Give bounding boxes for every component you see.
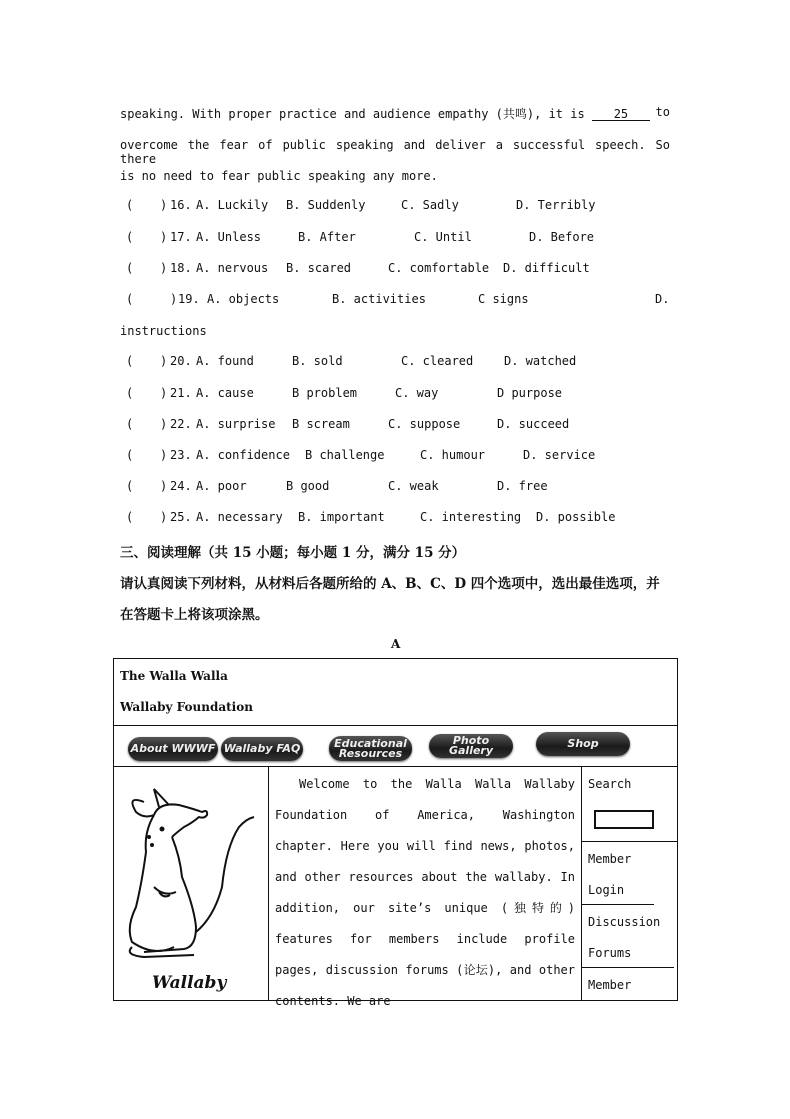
answer-paren-open[interactable]: ( <box>126 198 134 212</box>
option-d: D purpose <box>497 386 563 400</box>
wallaby-illustration <box>114 767 268 997</box>
option-b: B. After <box>298 230 356 244</box>
option-c: C. suppose <box>388 417 461 431</box>
question-row <box>0 354 790 370</box>
option-c: C. Sadly <box>401 198 459 212</box>
option-b: B problem <box>292 386 358 400</box>
question-row <box>0 261 790 277</box>
section-heading: 三、阅读理解（共 15 小题；每小题 1 分，满分 15 分） <box>120 545 466 561</box>
option-d: D. difficult <box>503 261 590 275</box>
answer-paren-open[interactable]: ( <box>126 386 134 400</box>
question-number: 21. <box>170 386 192 400</box>
option-a: A. Unless <box>196 230 262 244</box>
passage-text: speaking. With proper practice and audience empathy (共鸣), it is <box>120 107 585 121</box>
option-a: A. cause <box>196 386 254 400</box>
question-number: 16. <box>170 198 192 212</box>
answer-paren-open[interactable]: ( <box>126 479 134 493</box>
option-c: C. Until <box>414 230 472 244</box>
image-caption: Wallaby <box>152 973 227 993</box>
answer-paren-close[interactable]: ) <box>160 261 168 275</box>
answer-paren-close[interactable]: ) <box>160 479 168 493</box>
passage-text: to <box>655 105 670 119</box>
answer-paren-open[interactable]: ( <box>126 448 134 462</box>
answer-paren-close[interactable]: ) <box>160 448 168 462</box>
question-row <box>0 479 790 495</box>
answer-paren-close[interactable]: ) <box>160 198 168 212</box>
option-b: B. scared <box>286 261 352 275</box>
answer-paren-open[interactable]: ( <box>126 292 134 306</box>
site-title-line: Wallaby Foundation <box>120 700 253 714</box>
question-number: 17. <box>170 230 192 244</box>
option-a: A. confidence <box>196 448 290 462</box>
option-a: A. found <box>196 354 254 368</box>
option-c: C. humour <box>420 448 486 462</box>
option-b: B good <box>286 479 330 493</box>
nav-shop-button[interactable]: Shop <box>536 732 630 756</box>
answer-paren-open[interactable]: ( <box>126 354 134 368</box>
sidebar-cell <box>582 767 678 1001</box>
welcome-cell <box>269 767 582 1008</box>
member-link[interactable]: Member <box>588 978 632 992</box>
nav-faq-button[interactable]: Wallaby FAQ <box>221 737 303 761</box>
passage-line-3: is no need to fear public speaking any more. <box>120 169 438 183</box>
search-label: Search <box>588 777 632 791</box>
option-d: D. free <box>497 479 548 493</box>
option-a: A. necessary <box>196 510 283 524</box>
option-a: A. surprise <box>196 417 276 431</box>
question-number: 24. <box>170 479 192 493</box>
welcome-text: Welcome to the Walla Walla Wallaby Foundation of America, Washington chapter. Here you will find news, photos, and other resources about the wallaby. In addition, our site’s unique (独特的) features for members include profile pages, discussion forums (论坛), and other contents. We are <box>275 777 575 1008</box>
option-b: B. important <box>298 510 385 524</box>
nav-educational-button[interactable]: Educational Resources <box>329 736 412 761</box>
option-a: A. Luckily <box>196 198 269 212</box>
option-b: B scream <box>292 417 350 431</box>
answer-paren-close[interactable]: ) <box>160 230 168 244</box>
option-c: C. interesting <box>420 510 522 524</box>
passage-label: A <box>391 637 401 651</box>
wallaby-image-cell <box>114 767 269 1001</box>
option-a: A. nervous <box>196 261 269 275</box>
section-instruction: 在答题卡上将该项涂黑。 <box>120 607 269 623</box>
option-b: B challenge <box>305 448 385 462</box>
nav-gallery-button[interactable]: Photo Gallery <box>429 734 513 758</box>
section-instruction: 请认真阅读下列材料，从材料后各题所给的 A、B、C、D 四个选项中，选出最佳选项，并 <box>120 576 660 592</box>
question-row <box>0 417 790 433</box>
option-a: A. poor <box>196 479 247 493</box>
question-number: 23. <box>170 448 192 462</box>
answer-paren-open[interactable]: ( <box>126 417 134 431</box>
nav-bar <box>114 726 678 767</box>
option-b: B. sold <box>292 354 343 368</box>
option-d: D. Terribly <box>516 198 596 212</box>
answer-paren-open[interactable]: ( <box>126 510 134 524</box>
answer-paren-close[interactable]: ) <box>160 417 168 431</box>
blank-25: 25 <box>592 108 650 121</box>
option-d: D. service <box>523 448 596 462</box>
question-row <box>0 230 790 246</box>
question-row <box>0 292 790 308</box>
site-title <box>114 659 678 726</box>
search-box <box>582 767 677 842</box>
question-row <box>0 198 790 214</box>
question-number: 18. <box>170 261 192 275</box>
option-b: B. Suddenly <box>286 198 366 212</box>
question-row <box>0 386 790 402</box>
question-number: 25. <box>170 510 192 524</box>
answer-paren-close[interactable]: ) <box>160 386 168 400</box>
question-row <box>0 510 790 526</box>
answer-paren-close[interactable]: ) <box>160 354 168 368</box>
answer-paren-close[interactable]: ) <box>160 510 168 524</box>
question-number: 22. <box>170 417 192 431</box>
q19-wrap-text: instructions <box>120 324 207 338</box>
option-d: D. Before <box>529 230 595 244</box>
question-row <box>0 448 790 464</box>
option-a: A. objects <box>207 292 280 306</box>
answer-paren-open[interactable]: ( <box>126 230 134 244</box>
search-input[interactable] <box>594 810 654 829</box>
answer-paren-close[interactable]: ) <box>170 292 178 306</box>
option-c: C signs <box>478 292 529 306</box>
option-b: B. activities <box>332 292 426 306</box>
option-d: D. <box>655 292 670 306</box>
option-d: D. succeed <box>497 417 570 431</box>
website-table <box>113 658 678 1008</box>
option-c: C. way <box>395 386 439 400</box>
site-title-line: The Walla Walla <box>120 669 228 683</box>
passage-line-1 <box>120 105 670 122</box>
member-login-link[interactable]: Member Login <box>582 842 654 905</box>
option-c: C. weak <box>388 479 439 493</box>
option-d: D. possible <box>536 510 616 524</box>
nav-about-button[interactable]: About WWWF <box>128 737 218 761</box>
option-c: C. comfortable <box>388 261 490 275</box>
option-d: D. watched <box>504 354 577 368</box>
discussion-forums-link[interactable]: Discussion Forums <box>582 905 674 968</box>
question-number: 19. <box>178 292 200 306</box>
question-number: 20. <box>170 354 192 368</box>
option-c: C. cleared <box>401 354 474 368</box>
passage-line-2: overcome the fear of public speaking and deliver a successful speech. So there <box>120 138 670 166</box>
answer-paren-open[interactable]: ( <box>126 261 134 275</box>
